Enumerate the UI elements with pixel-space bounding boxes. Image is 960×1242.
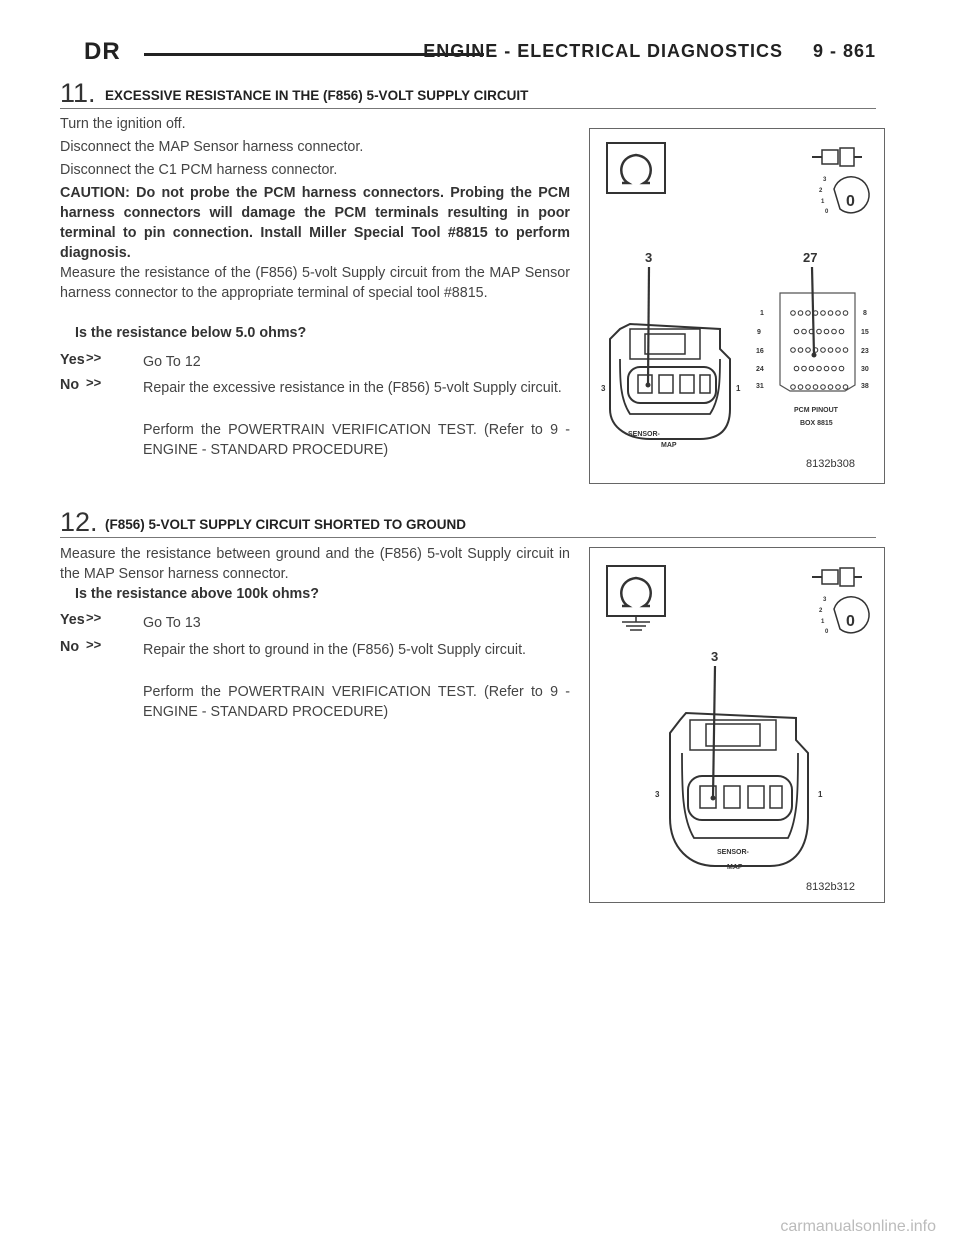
sensor-label: SENSOR- bbox=[717, 849, 749, 856]
figure-8132b312 bbox=[589, 547, 885, 903]
pcm-pin bbox=[802, 329, 807, 334]
watermark: carmanualsonline.info bbox=[780, 1218, 936, 1235]
step-11-line2: Disconnect the MAP Sensor harness connector. bbox=[60, 139, 364, 155]
map-label: MAP bbox=[661, 442, 677, 449]
probe-line-left bbox=[648, 267, 649, 385]
meter-digit: 0 bbox=[846, 193, 855, 210]
row-label-24: 24 bbox=[756, 366, 764, 373]
pcm-pin bbox=[832, 366, 837, 371]
pcm-pin bbox=[839, 366, 844, 371]
pcm-pin bbox=[824, 329, 829, 334]
pcm-pin bbox=[809, 366, 814, 371]
pcm-pin bbox=[836, 348, 841, 353]
step-11-no-text1: Repair the excessive resistance in the (F856) 5-volt Supply circuit. bbox=[143, 380, 562, 396]
pcm-pin bbox=[828, 348, 833, 353]
page-header bbox=[84, 38, 876, 68]
step-12-yes-arrow: >> bbox=[86, 610, 102, 625]
pcm-pin bbox=[828, 385, 833, 390]
pcm-pin bbox=[824, 366, 829, 371]
step-11-yes-arrow: >> bbox=[86, 350, 102, 365]
step-11-line1: Turn the ignition off. bbox=[60, 116, 186, 132]
meter-scale-1: 1 bbox=[821, 199, 825, 205]
step-11-heading bbox=[60, 78, 876, 109]
row-label-1: 1 bbox=[760, 310, 764, 317]
pcm-pin bbox=[798, 311, 803, 316]
row-label-23: 23 bbox=[861, 348, 869, 355]
pcm-pin bbox=[791, 311, 796, 316]
step-12-yes-label: Yes bbox=[60, 612, 85, 628]
row-label-38: 38 bbox=[861, 383, 869, 390]
pcm-pin bbox=[843, 385, 848, 390]
pcm-pin bbox=[821, 311, 826, 316]
pin-label-3: 3 bbox=[655, 790, 660, 799]
step-11-caution: CAUTION: Do not probe the PCM harness connectors. Probing the PCM harness connectors will damage the PCM terminals resulting in poor terminal to pin connection. Install Miller Special Tool #8815 to perform diagnosis. bbox=[60, 185, 570, 261]
pcm-pin bbox=[806, 348, 811, 353]
row-label-31: 31 bbox=[756, 383, 764, 390]
pcm-pin bbox=[806, 385, 811, 390]
probe-line-right bbox=[812, 267, 814, 355]
pcm-pin bbox=[806, 311, 811, 316]
pcm-pin bbox=[843, 311, 848, 316]
row-label-15: 15 bbox=[861, 329, 869, 336]
step-11-measure: Measure the resistance of the (F856) 5-volt Supply circuit from the MAP Sensor harness connector to the appropriate terminal of special tool #8815. bbox=[60, 265, 570, 301]
probe-label-left: 3 bbox=[645, 250, 653, 265]
map-sensor-connector bbox=[670, 713, 808, 866]
header-model: DR bbox=[84, 38, 121, 65]
pcm-pin bbox=[794, 366, 799, 371]
figure-8132b308 bbox=[589, 128, 885, 484]
pcm-pin bbox=[817, 329, 822, 334]
step-11-title: EXCESSIVE RESISTANCE IN THE (F856) 5-VOLT SUPPLY CIRCUIT bbox=[105, 88, 529, 103]
figure-id: 8132b308 bbox=[806, 458, 855, 470]
pcm-pin bbox=[798, 348, 803, 353]
step-12-question: Is the resistance above 100k ohms? bbox=[75, 586, 319, 602]
meter-scale-0: 0 bbox=[825, 629, 829, 635]
pcm-pin bbox=[839, 329, 844, 334]
header-section: ENGINE - ELECTRICAL DIAGNOSTICS 9 - 861 bbox=[423, 41, 876, 61]
pcm-pin bbox=[817, 366, 822, 371]
probe-label: 3 bbox=[711, 649, 719, 664]
map-label: MAP bbox=[727, 864, 743, 871]
ohmmeter-ground-icon bbox=[607, 566, 665, 630]
step-11-no-label: No bbox=[60, 377, 80, 393]
step-11-question: Is the resistance below 5.0 ohms? bbox=[75, 325, 307, 341]
test-plug-icon bbox=[812, 568, 862, 586]
meter-scale-3: 3 bbox=[823, 597, 827, 603]
pcm-pin bbox=[836, 311, 841, 316]
probe-label-right: 27 bbox=[803, 250, 818, 265]
probe-line bbox=[713, 666, 715, 798]
step-12-no-label: No bbox=[60, 639, 80, 655]
row-label-16: 16 bbox=[756, 348, 764, 355]
meter-scale-0: 0 bbox=[825, 209, 829, 215]
pcm-pinout-label: PCM PINOUT bbox=[794, 407, 838, 414]
test-plug-icon bbox=[812, 148, 862, 166]
ohmmeter-icon bbox=[607, 143, 665, 193]
pcm-pin bbox=[813, 385, 818, 390]
pin-label-3: 3 bbox=[601, 384, 606, 393]
meter-digit: 0 bbox=[846, 613, 855, 630]
pcm-pin bbox=[821, 385, 826, 390]
step-11-line3: Disconnect the C1 PCM harness connector. bbox=[60, 162, 338, 178]
step-11-number: 11. bbox=[60, 78, 96, 108]
step-12-measure: Measure the resistance between ground and the (F856) 5-volt Supply circuit in the MAP Sensor harness connector. bbox=[60, 546, 570, 582]
step-12-number: 12. bbox=[60, 507, 98, 537]
step-12-no-text2: Perform the POWERTRAIN VERIFICATION TEST. (Refer to 9 - ENGINE - STANDARD PROCEDURE) bbox=[143, 684, 570, 720]
step-12-title: (F856) 5-VOLT SUPPLY CIRCUIT SHORTED TO GROUND bbox=[105, 517, 467, 532]
step-11-no-arrow: >> bbox=[86, 375, 102, 390]
pcm-pinout-box bbox=[780, 293, 855, 391]
row-label-8: 8 bbox=[863, 310, 867, 317]
meter-dial-icon bbox=[819, 597, 869, 635]
step-11-no-text2: Perform the POWERTRAIN VERIFICATION TEST. (Refer to 9 - ENGINE - STANDARD PROCEDURE) bbox=[143, 422, 570, 458]
pcm-pin bbox=[798, 385, 803, 390]
pcm-pin bbox=[791, 385, 796, 390]
pcm-pin bbox=[802, 366, 807, 371]
pcm-pin bbox=[791, 348, 796, 353]
box-8815-label: BOX 8815 bbox=[800, 420, 833, 427]
step-11-yes-label: Yes bbox=[60, 352, 85, 368]
pcm-pin bbox=[836, 385, 841, 390]
step-12-heading bbox=[60, 507, 876, 538]
pin-label-1: 1 bbox=[818, 790, 823, 799]
sensor-label: SENSOR- bbox=[628, 431, 660, 438]
meter-scale-1: 1 bbox=[821, 619, 825, 625]
row-label-30: 30 bbox=[861, 366, 869, 373]
meter-dial-icon bbox=[819, 177, 869, 215]
pcm-pin bbox=[843, 348, 848, 353]
step-12-no-text1: Repair the short to ground in the (F856) 5-volt Supply circuit. bbox=[143, 642, 527, 658]
pcm-pin bbox=[828, 311, 833, 316]
figure-id: 8132b312 bbox=[806, 881, 855, 893]
pcm-pin bbox=[794, 329, 799, 334]
pin-label-1: 1 bbox=[736, 384, 741, 393]
meter-scale-3: 3 bbox=[823, 177, 827, 183]
pcm-pin bbox=[821, 348, 826, 353]
pcm-pin bbox=[832, 329, 837, 334]
map-sensor-connector bbox=[610, 324, 730, 439]
step-12-no-arrow: >> bbox=[86, 637, 102, 652]
step-12-yes-text: Go To 13 bbox=[143, 615, 201, 631]
row-label-9: 9 bbox=[757, 329, 761, 336]
meter-scale-2: 2 bbox=[819, 188, 823, 194]
step-11-yes-text: Go To 12 bbox=[143, 354, 201, 370]
meter-scale-2: 2 bbox=[819, 608, 823, 614]
